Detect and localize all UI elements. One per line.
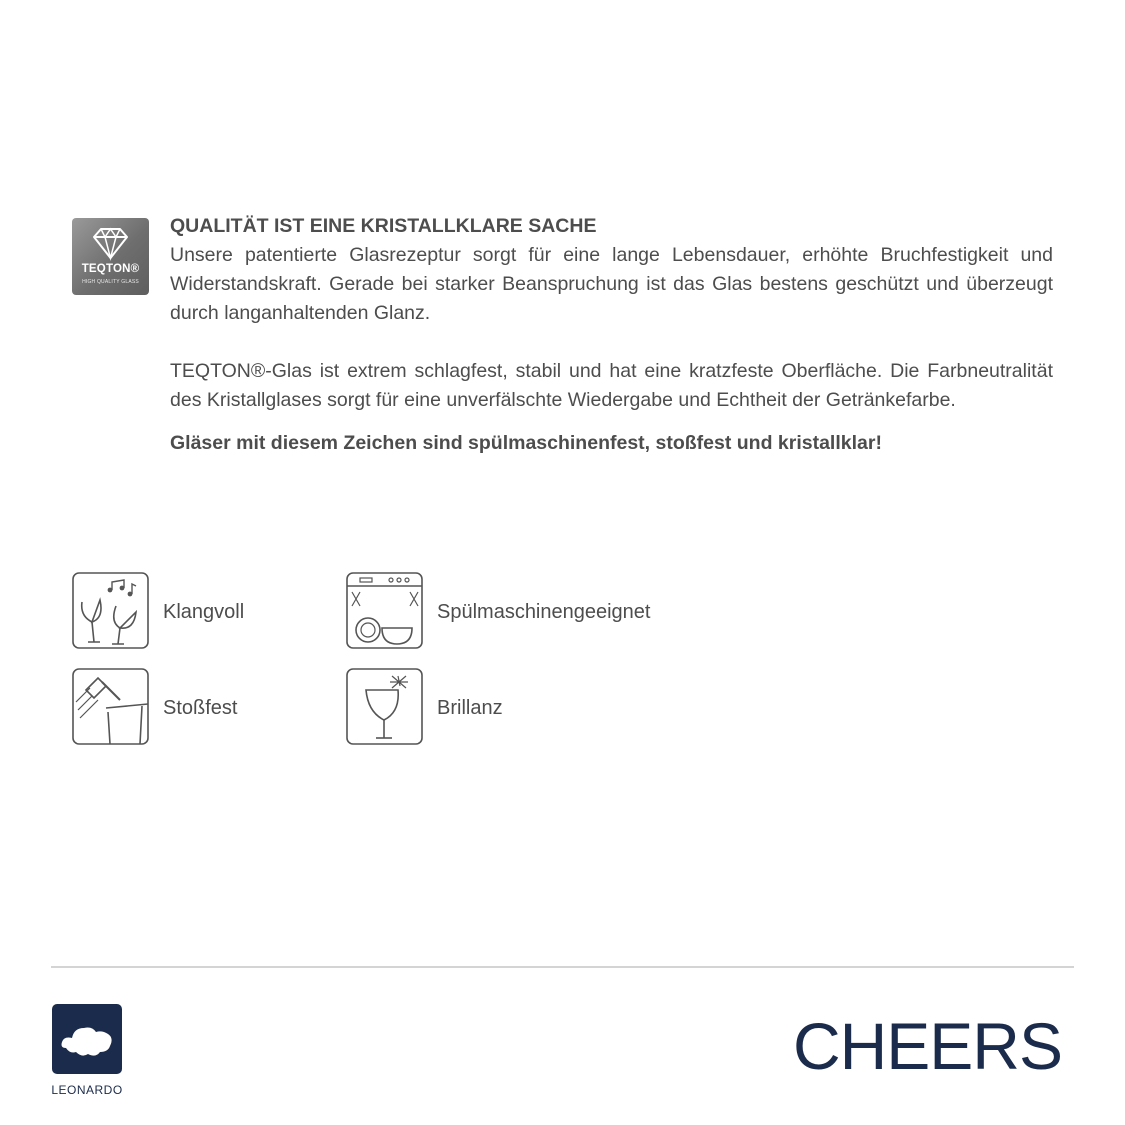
diamond-icon — [90, 227, 131, 261]
section-heading: QUALITÄT IST EINE KRISTALLKLARE SACHE — [170, 215, 597, 237]
teqton-badge — [72, 218, 149, 295]
badge-brand: TEQTON® — [81, 263, 140, 275]
feature-label-brillanz: Brillanz — [437, 697, 503, 719]
glasses-music-icon — [72, 572, 149, 649]
sparkle-glass-icon — [346, 668, 423, 745]
feature-label-spuelmaschine: Spülmaschinengeeignet — [437, 601, 651, 623]
feature-label-klangvoll: Klangvoll — [163, 601, 245, 623]
badge-subtitle: HIGH QUALITY GLASS — [82, 279, 139, 285]
leonardo-label: LEONARDO — [51, 1083, 123, 1097]
paragraph-2: TEQTON®-Glas ist extrem schlagfest, stabil und hat eine kratzfeste Oberfläche. Die Farbneutralität des Kristallglases sorgt für eine unverfälschte Wiedergabe und Echtheit der Getränkefarbe. — [170, 360, 1053, 411]
highlight-note: Gläser mit diesem Zeichen sind spülmaschinenfest, stoßfest und kristallklar! — [170, 432, 882, 454]
cheers-tagline: CHEERS — [792, 1009, 1062, 1083]
description-block — [170, 212, 1053, 458]
hammer-glass-icon — [72, 668, 149, 745]
footer-divider — [51, 966, 1074, 968]
leonardo-cloud-icon — [52, 1004, 122, 1074]
leonardo-logo — [52, 1004, 122, 1074]
feature-label-stossfest: Stoßfest — [163, 697, 238, 719]
dishwasher-icon — [346, 572, 423, 649]
paragraph-1: Unsere patentierte Glasrezeptur sorgt für eine lange Lebensdauer, erhöhte Bruchfestigkeit und Widerstandskraft. Gerade bei starker Beanspruchung ist das Glas bestens geschützt und überzeugt durch langanhaltenden Glanz. — [170, 244, 1053, 324]
